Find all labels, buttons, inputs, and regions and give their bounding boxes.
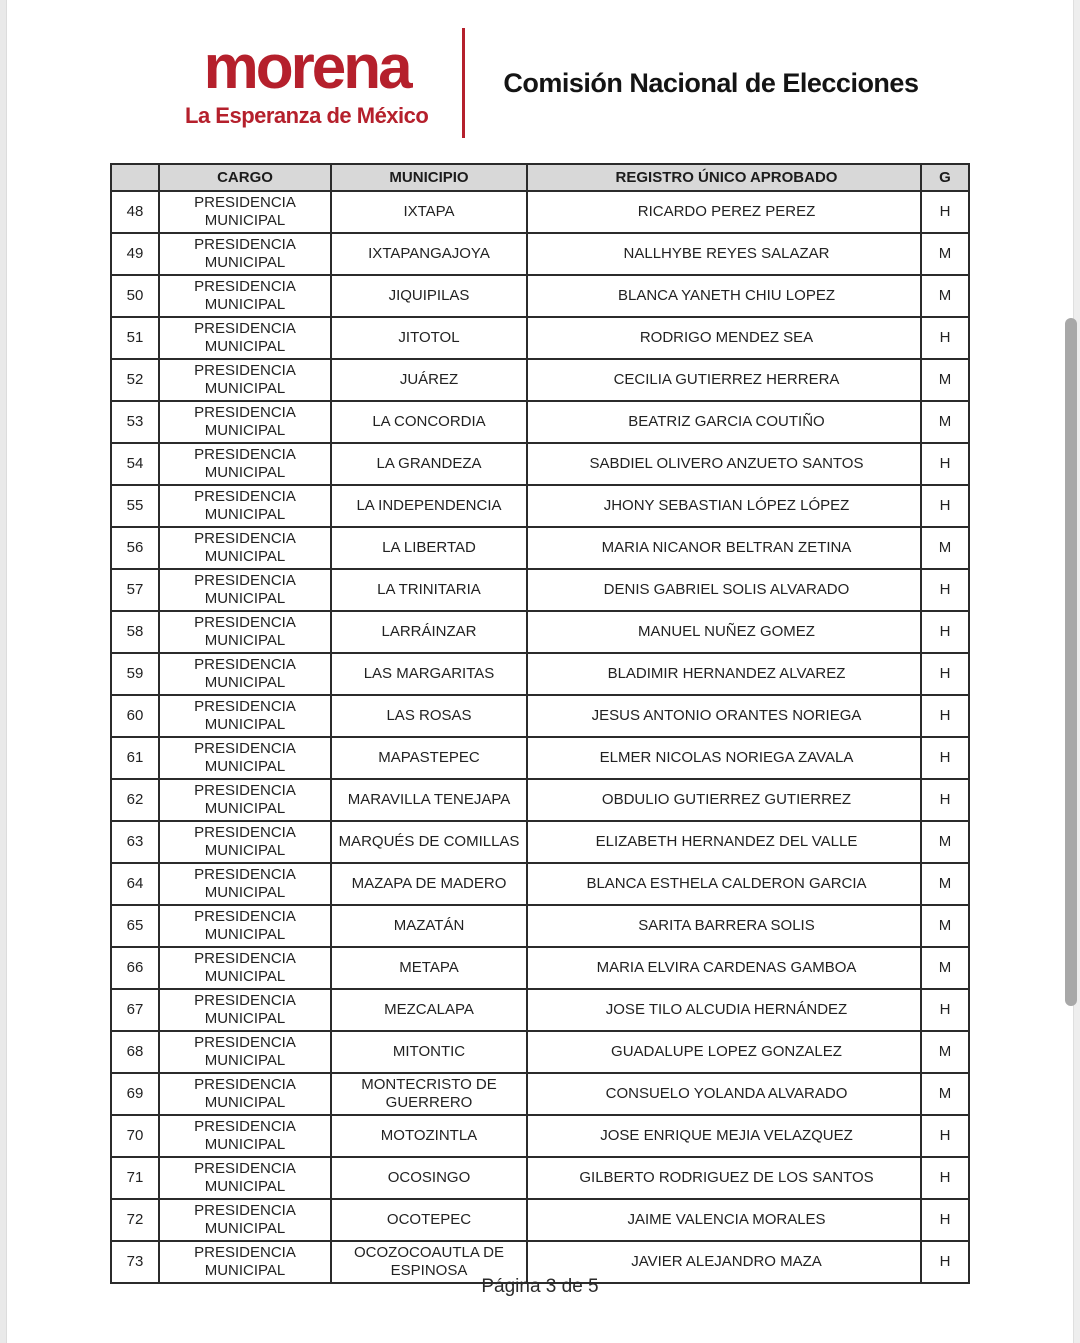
cell-registro-nombre: NALLHYBE REYES SALAZAR: [527, 233, 921, 275]
scrollbar-thumb[interactable]: [1065, 318, 1077, 1006]
cell-municipio: LA TRINITARIA: [331, 569, 527, 611]
table-row: [111, 737, 969, 779]
cell-registro-nombre: BLANCA YANETH CHIU LOPEZ: [527, 275, 921, 317]
cell-municipio: MEZCALAPA: [331, 989, 527, 1031]
cell-row-number: 66: [111, 947, 159, 989]
cell-municipio: LA INDEPENDENCIA: [331, 485, 527, 527]
cell-registro-nombre: BEATRIZ GARCIA COUTIÑO: [527, 401, 921, 443]
cell-genero: M: [921, 821, 969, 863]
table-row: [111, 191, 969, 233]
cell-genero: H: [921, 485, 969, 527]
cell-cargo: PRESIDENCIA MUNICIPAL: [159, 485, 331, 527]
cell-municipio: LAS ROSAS: [331, 695, 527, 737]
cell-row-number: 55: [111, 485, 159, 527]
cell-row-number: 59: [111, 653, 159, 695]
cell-municipio: MOTOZINTLA: [331, 1115, 527, 1157]
cell-cargo: PRESIDENCIA MUNICIPAL: [159, 527, 331, 569]
cell-genero: M: [921, 401, 969, 443]
table-row: [111, 1073, 969, 1115]
cell-municipio: LAS MARGARITAS: [331, 653, 527, 695]
cell-genero: H: [921, 737, 969, 779]
table-row: [111, 233, 969, 275]
header-cargo: CARGO: [159, 164, 331, 191]
cell-cargo: PRESIDENCIA MUNICIPAL: [159, 1073, 331, 1115]
cell-municipio: MAZATÁN: [331, 905, 527, 947]
cell-registro-nombre: ELMER NICOLAS NORIEGA ZAVALA: [527, 737, 921, 779]
morena-logo: [185, 33, 429, 129]
cell-row-number: 64: [111, 863, 159, 905]
cell-registro-nombre: OBDULIO GUTIERREZ GUTIERREZ: [527, 779, 921, 821]
table-row: [111, 317, 969, 359]
cell-registro-nombre: JESUS ANTONIO ORANTES NORIEGA: [527, 695, 921, 737]
cell-genero: H: [921, 1241, 969, 1283]
cell-municipio: JITOTOL: [331, 317, 527, 359]
cell-registro-nombre: ELIZABETH HERNANDEZ DEL VALLE: [527, 821, 921, 863]
cell-municipio: OCOZOCOAUTLA DE ESPINOSA: [331, 1241, 527, 1283]
cell-registro-nombre: GILBERTO RODRIGUEZ DE LOS SANTOS: [527, 1157, 921, 1199]
table-row: [111, 653, 969, 695]
cell-municipio: JIQUIPILAS: [331, 275, 527, 317]
cell-cargo: PRESIDENCIA MUNICIPAL: [159, 1157, 331, 1199]
cell-genero: M: [921, 1031, 969, 1073]
cell-genero: M: [921, 947, 969, 989]
cell-genero: H: [921, 1157, 969, 1199]
cell-municipio: OCOSINGO: [331, 1157, 527, 1199]
cell-row-number: 69: [111, 1073, 159, 1115]
cell-genero: M: [921, 275, 969, 317]
cell-row-number: 68: [111, 1031, 159, 1073]
table-row: [111, 1115, 969, 1157]
cell-municipio: MARQUÉS DE COMILLAS: [331, 821, 527, 863]
cell-registro-nombre: MARIA ELVIRA CARDENAS GAMBOA: [527, 947, 921, 989]
cell-registro-nombre: MARIA NICANOR BELTRAN ZETINA: [527, 527, 921, 569]
table-row: [111, 359, 969, 401]
table-row: [111, 863, 969, 905]
table-row: [111, 1199, 969, 1241]
cell-row-number: 53: [111, 401, 159, 443]
cell-cargo: PRESIDENCIA MUNICIPAL: [159, 443, 331, 485]
cell-genero: H: [921, 191, 969, 233]
cell-row-number: 70: [111, 1115, 159, 1157]
cell-genero: H: [921, 1115, 969, 1157]
cell-municipio: MAZAPA DE MADERO: [331, 863, 527, 905]
document-title: Comisión Nacional de Elecciones: [503, 67, 919, 98]
cell-row-number: 67: [111, 989, 159, 1031]
cell-cargo: PRESIDENCIA MUNICIPAL: [159, 233, 331, 275]
cell-registro-nombre: JAVIER ALEJANDRO MAZA: [527, 1241, 921, 1283]
header-municipio: MUNICIPIO: [331, 164, 527, 191]
cell-row-number: 56: [111, 527, 159, 569]
cell-row-number: 61: [111, 737, 159, 779]
cell-genero: M: [921, 1073, 969, 1115]
cell-row-number: 63: [111, 821, 159, 863]
table-row: [111, 947, 969, 989]
cell-genero: H: [921, 317, 969, 359]
cell-cargo: PRESIDENCIA MUNICIPAL: [159, 779, 331, 821]
cell-municipio: MITONTIC: [331, 1031, 527, 1073]
cell-cargo: PRESIDENCIA MUNICIPAL: [159, 611, 331, 653]
cell-registro-nombre: JOSE TILO ALCUDIA HERNÁNDEZ: [527, 989, 921, 1031]
cell-municipio: IXTAPA: [331, 191, 527, 233]
table-row: [111, 821, 969, 863]
cell-row-number: 62: [111, 779, 159, 821]
cell-row-number: 57: [111, 569, 159, 611]
table-row: [111, 611, 969, 653]
cell-row-number: 52: [111, 359, 159, 401]
cell-registro-nombre: MANUEL NUÑEZ GOMEZ: [527, 611, 921, 653]
cell-registro-nombre: DENIS GABRIEL SOLIS ALVARADO: [527, 569, 921, 611]
cell-cargo: PRESIDENCIA MUNICIPAL: [159, 1115, 331, 1157]
cell-registro-nombre: RODRIGO MENDEZ SEA: [527, 317, 921, 359]
cell-genero: M: [921, 863, 969, 905]
page-left-edge: [0, 0, 7, 1343]
table-row: [111, 401, 969, 443]
cell-cargo: PRESIDENCIA MUNICIPAL: [159, 989, 331, 1031]
cell-municipio: MARAVILLA TENEJAPA: [331, 779, 527, 821]
cell-row-number: 71: [111, 1157, 159, 1199]
cell-row-number: 48: [111, 191, 159, 233]
cell-registro-nombre: SABDIEL OLIVERO ANZUETO SANTOS: [527, 443, 921, 485]
cell-row-number: 54: [111, 443, 159, 485]
cell-row-number: 49: [111, 233, 159, 275]
cell-genero: M: [921, 905, 969, 947]
page-number-indicator: Página 3 de 5: [481, 1276, 599, 1297]
cell-genero: M: [921, 359, 969, 401]
cell-cargo: PRESIDENCIA MUNICIPAL: [159, 401, 331, 443]
cell-registro-nombre: CONSUELO YOLANDA ALVARADO: [527, 1073, 921, 1115]
table-row: [111, 1031, 969, 1073]
cell-registro-nombre: BLADIMIR HERNANDEZ ALVAREZ: [527, 653, 921, 695]
cell-cargo: PRESIDENCIA MUNICIPAL: [159, 1199, 331, 1241]
cell-cargo: PRESIDENCIA MUNICIPAL: [159, 1241, 331, 1283]
cell-registro-nombre: GUADALUPE LOPEZ GONZALEZ: [527, 1031, 921, 1073]
cell-cargo: PRESIDENCIA MUNICIPAL: [159, 737, 331, 779]
cell-registro-nombre: RICARDO PEREZ PEREZ: [527, 191, 921, 233]
cell-genero: H: [921, 989, 969, 1031]
table-row: [111, 1157, 969, 1199]
cell-municipio: LA CONCORDIA: [331, 401, 527, 443]
header-genero: G: [921, 164, 969, 191]
cell-row-number: 73: [111, 1241, 159, 1283]
cell-municipio: MAPASTEPEC: [331, 737, 527, 779]
header-registro: REGISTRO ÚNICO APROBADO: [527, 164, 921, 191]
cell-registro-nombre: JHONY SEBASTIAN LÓPEZ LÓPEZ: [527, 485, 921, 527]
cell-cargo: PRESIDENCIA MUNICIPAL: [159, 863, 331, 905]
table-row: [111, 989, 969, 1031]
cell-registro-nombre: JOSE ENRIQUE MEJIA VELAZQUEZ: [527, 1115, 921, 1157]
cell-registro-nombre: BLANCA ESTHELA CALDERON GARCIA: [527, 863, 921, 905]
header-divider: [462, 28, 465, 138]
table-row: [111, 695, 969, 737]
cell-row-number: 72: [111, 1199, 159, 1241]
cell-cargo: PRESIDENCIA MUNICIPAL: [159, 275, 331, 317]
cell-genero: H: [921, 695, 969, 737]
cell-municipio: OCOTEPEC: [331, 1199, 527, 1241]
cell-registro-nombre: JAIME VALENCIA MORALES: [527, 1199, 921, 1241]
cell-row-number: 58: [111, 611, 159, 653]
candidate-table: [110, 163, 970, 1284]
cell-cargo: PRESIDENCIA MUNICIPAL: [159, 821, 331, 863]
table-row: [111, 485, 969, 527]
cell-cargo: PRESIDENCIA MUNICIPAL: [159, 191, 331, 233]
cell-row-number: 65: [111, 905, 159, 947]
document-header: [185, 28, 918, 138]
cell-genero: H: [921, 611, 969, 653]
table-row: [111, 569, 969, 611]
morena-logo-tagline: La Esperanza de México: [185, 103, 429, 128]
cell-municipio: IXTAPANGAJOYA: [331, 233, 527, 275]
cell-municipio: LA LIBERTAD: [331, 527, 527, 569]
table-row: [111, 905, 969, 947]
cell-registro-nombre: SARITA BARRERA SOLIS: [527, 905, 921, 947]
cell-cargo: PRESIDENCIA MUNICIPAL: [159, 695, 331, 737]
cell-row-number: 51: [111, 317, 159, 359]
table-row: [111, 443, 969, 485]
cell-municipio: LARRÁINZAR: [331, 611, 527, 653]
cell-cargo: PRESIDENCIA MUNICIPAL: [159, 947, 331, 989]
cell-genero: H: [921, 443, 969, 485]
table-row: [111, 779, 969, 821]
cell-cargo: PRESIDENCIA MUNICIPAL: [159, 905, 331, 947]
cell-cargo: PRESIDENCIA MUNICIPAL: [159, 1031, 331, 1073]
table-row: [111, 527, 969, 569]
cell-genero: M: [921, 527, 969, 569]
cell-genero: H: [921, 1199, 969, 1241]
table-row: [111, 275, 969, 317]
cell-municipio: MONTECRISTO DE GUERRERO: [331, 1073, 527, 1115]
cell-municipio: LA GRANDEZA: [331, 443, 527, 485]
cell-cargo: PRESIDENCIA MUNICIPAL: [159, 359, 331, 401]
cell-genero: H: [921, 653, 969, 695]
table-header-row: [111, 164, 969, 191]
cell-cargo: PRESIDENCIA MUNICIPAL: [159, 653, 331, 695]
table-body: [111, 191, 969, 1283]
cell-genero: M: [921, 233, 969, 275]
cell-genero: H: [921, 569, 969, 611]
header-num: [111, 164, 159, 191]
cell-genero: H: [921, 779, 969, 821]
cell-cargo: PRESIDENCIA MUNICIPAL: [159, 569, 331, 611]
cell-municipio: METAPA: [331, 947, 527, 989]
morena-logo-text: morena: [203, 33, 410, 102]
cell-registro-nombre: CECILIA GUTIERREZ HERRERA: [527, 359, 921, 401]
cell-municipio: JUÁREZ: [331, 359, 527, 401]
cell-row-number: 60: [111, 695, 159, 737]
cell-cargo: PRESIDENCIA MUNICIPAL: [159, 317, 331, 359]
cell-row-number: 50: [111, 275, 159, 317]
